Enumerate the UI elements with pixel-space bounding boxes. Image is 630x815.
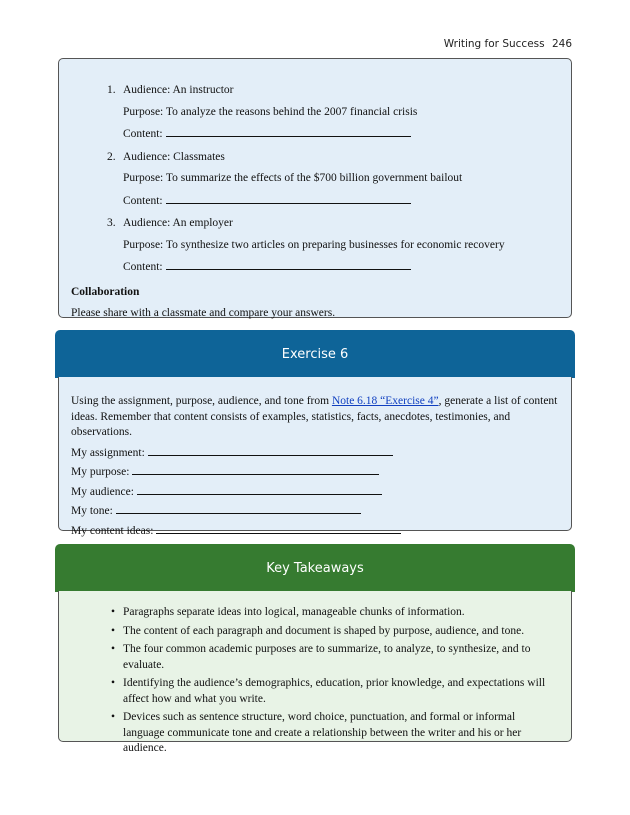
purpose-line: Purpose: To summarize the effects of the $700 billion government bailout bbox=[123, 172, 463, 185]
content-line bbox=[123, 259, 559, 276]
content-blank[interactable] bbox=[166, 126, 411, 137]
item-number: 3. bbox=[107, 217, 116, 230]
field-label: My content ideas: bbox=[71, 524, 154, 537]
answer-blank[interactable] bbox=[156, 523, 401, 534]
content-blank[interactable] bbox=[166, 259, 411, 270]
content-label: Content: bbox=[123, 128, 163, 141]
purpose-line: Purpose: To synthesize two articles on preparing businesses for economic recovery bbox=[123, 238, 505, 251]
book-title: Writing for Success bbox=[443, 38, 545, 50]
audience-list bbox=[71, 83, 559, 276]
exercise-intro bbox=[71, 394, 559, 441]
content-line bbox=[123, 126, 559, 143]
field-tone bbox=[71, 503, 559, 520]
audience-line: Audience: An instructor bbox=[123, 84, 234, 96]
answer-blank[interactable] bbox=[132, 464, 379, 475]
intro-text: Using the assignment, purpose, audience, and tone from bbox=[71, 395, 332, 407]
list-item: • Identifying the audience’s demographics, education, prior knowledge, and expectations will affect how and what you write. bbox=[71, 676, 559, 707]
field-label: My purpose: bbox=[71, 466, 130, 479]
answer-blank[interactable] bbox=[116, 503, 361, 514]
list-item bbox=[71, 150, 559, 210]
list-item: • Paragraphs separate ideas into logical, manageable chunks of information. bbox=[71, 605, 559, 621]
item-number: 1. bbox=[107, 84, 116, 96]
list-item: • The content of each paragraph and document is shaped by purpose, audience, and tone. bbox=[71, 624, 559, 640]
answer-blank[interactable] bbox=[148, 445, 393, 456]
running-header bbox=[444, 38, 572, 50]
field-label: My tone: bbox=[71, 505, 113, 518]
field-audience bbox=[71, 484, 559, 501]
audience-line: Audience: Classmates bbox=[123, 150, 225, 163]
page-number: 246 bbox=[551, 38, 572, 50]
field-label: My audience: bbox=[71, 485, 134, 498]
audience-line: Audience: An employer bbox=[123, 217, 233, 230]
content-label: Content: bbox=[123, 194, 163, 207]
content-blank[interactable] bbox=[166, 193, 411, 204]
list-item bbox=[71, 216, 559, 276]
exercise-title: Exercise 6 bbox=[281, 346, 349, 362]
content-label: Content: bbox=[123, 261, 163, 274]
item-number: 2. bbox=[107, 150, 116, 163]
list-item bbox=[71, 83, 559, 143]
purpose-line: Purpose: To analyze the reasons behind the 2007 financial crisis bbox=[123, 105, 418, 118]
intro-text: , generate a list of content ideas. Remember that content consists of examples, statistics, facts, anecdotes, testimonies, and observations. bbox=[71, 395, 558, 439]
audience-purpose-box bbox=[58, 58, 572, 318]
field-content-ideas bbox=[71, 523, 559, 540]
field-assignment bbox=[71, 445, 559, 462]
collaboration-heading: Collaboration bbox=[71, 285, 140, 298]
collaboration-text: Please share with a classmate and compare your answers. bbox=[71, 307, 336, 320]
exercise-4-link[interactable]: Note 6.18 “Exercise 4” bbox=[331, 395, 439, 407]
exercise-box bbox=[58, 377, 572, 537]
exercise-header bbox=[55, 330, 575, 378]
content-line bbox=[123, 193, 559, 210]
field-purpose bbox=[71, 464, 559, 481]
key-takeaways-title: Key Takeaways bbox=[266, 560, 364, 576]
key-takeaways-box bbox=[58, 591, 572, 755]
key-takeaways-header bbox=[55, 544, 575, 592]
field-label: My assignment: bbox=[71, 446, 145, 459]
list-item: • The four common academic purposes are to summarize, to analyze, to synthesize, and to evaluate. bbox=[71, 642, 559, 673]
takeaways-list bbox=[71, 605, 559, 757]
list-item: • Devices such as sentence structure, word choice, punctuation, and formal or informal language communicate tone and create a relationship between the writer and his or her audience. bbox=[71, 710, 559, 757]
answer-blank[interactable] bbox=[137, 484, 382, 495]
